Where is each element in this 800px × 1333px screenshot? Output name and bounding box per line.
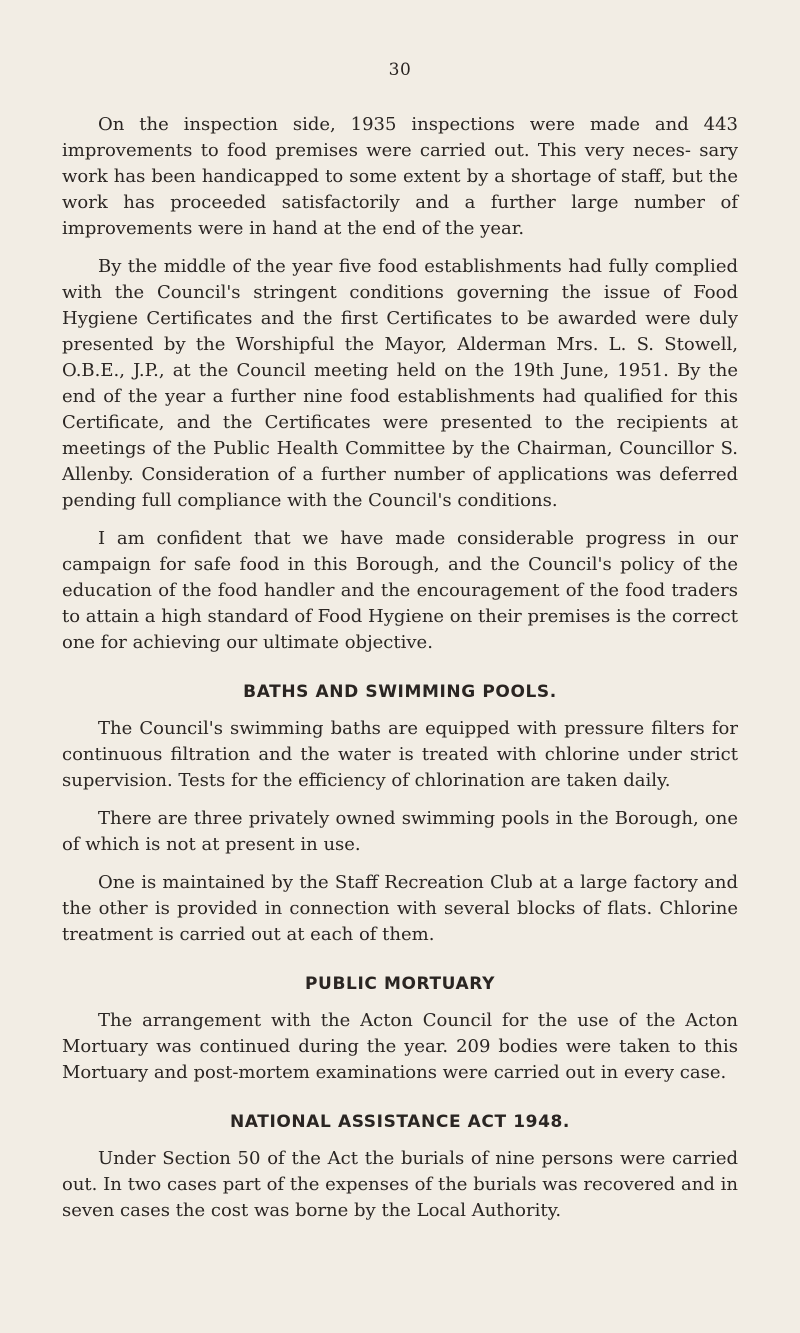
body-text — [62, 112, 738, 1236]
paragraph-campaign: I am confident that we have made considerable progress in our campaign for safe food in this Borough, and the Council's policy of the education of the food handler and the encouragement of the food traders to attain a high standard of Food Hygiene on their premises is the correct one for achieving our ultimate objective. — [62, 528, 738, 653]
paragraph-pools-maintenance: One is maintained by the Staff Recreation Club at a large factory and the other is provided in connection with several blocks of flats. Chlorine treatment is carried out at each of them. — [62, 872, 738, 945]
paragraph-inspections: On the inspection side, 1935 inspections were made and 443 improvements to food premises were carried out. This very neces- sary work has been handicapped to some extent by a shortage of staff, but the work has proceeded satisfactorily and a further large number of improvements were in hand at the end of the year. — [62, 114, 738, 239]
paragraph-private-pools: There are three privately owned swimming pools in the Borough, one of which is not at present in use. — [62, 808, 738, 855]
heading-mortuary: PUBLIC MORTUARY — [305, 974, 495, 994]
paragraph-baths-filtration: The Council's swimming baths are equipped with pressure filters for continuous filtration and the water is treated with chlorine under strict supervision. Tests for the efficiency of chlorination are taken daily. — [62, 718, 738, 791]
paragraph-mortuary: The arrangement with the Acton Council for the use of the Acton Mortuary was continued during the year. 209 bodies were taken to this Mortuary and post-mortem examinations were carried out in every case. — [62, 1010, 738, 1083]
paragraph-burials: Under Section 50 of the Act the burials of nine persons were carried out. In two cases part of the expenses of the burials was recovered and in seven cases the cost was borne by the Local Authority. — [62, 1148, 738, 1221]
heading-national-assistance: NATIONAL ASSISTANCE ACT 1948. — [229, 1112, 570, 1132]
heading-baths: BATHS AND SWIMMING POOLS. — [243, 682, 557, 702]
page-number: 30 — [388, 60, 412, 80]
paragraph-certificates: By the middle of the year five food establishments had fully complied with the Council's stringent conditions governing the issue of Food Hygiene Certificates and the first Certificates to be awarded were duly presented by the Worshipful the Mayor, Alderman Mrs. L. S. Stowell, O.B.E., J.P., at the Council meeting held on the 19th June, 1951. By the end of the year a further nine food establishments had qualified for this Certificate, and the Certificates were presented to the recipients at meetings of the Public Health Committee by the Chairman, Councillor S. Allenby. Consideration of a further number of applications was deferred pending full compliance with the Council's conditions. — [62, 256, 738, 511]
